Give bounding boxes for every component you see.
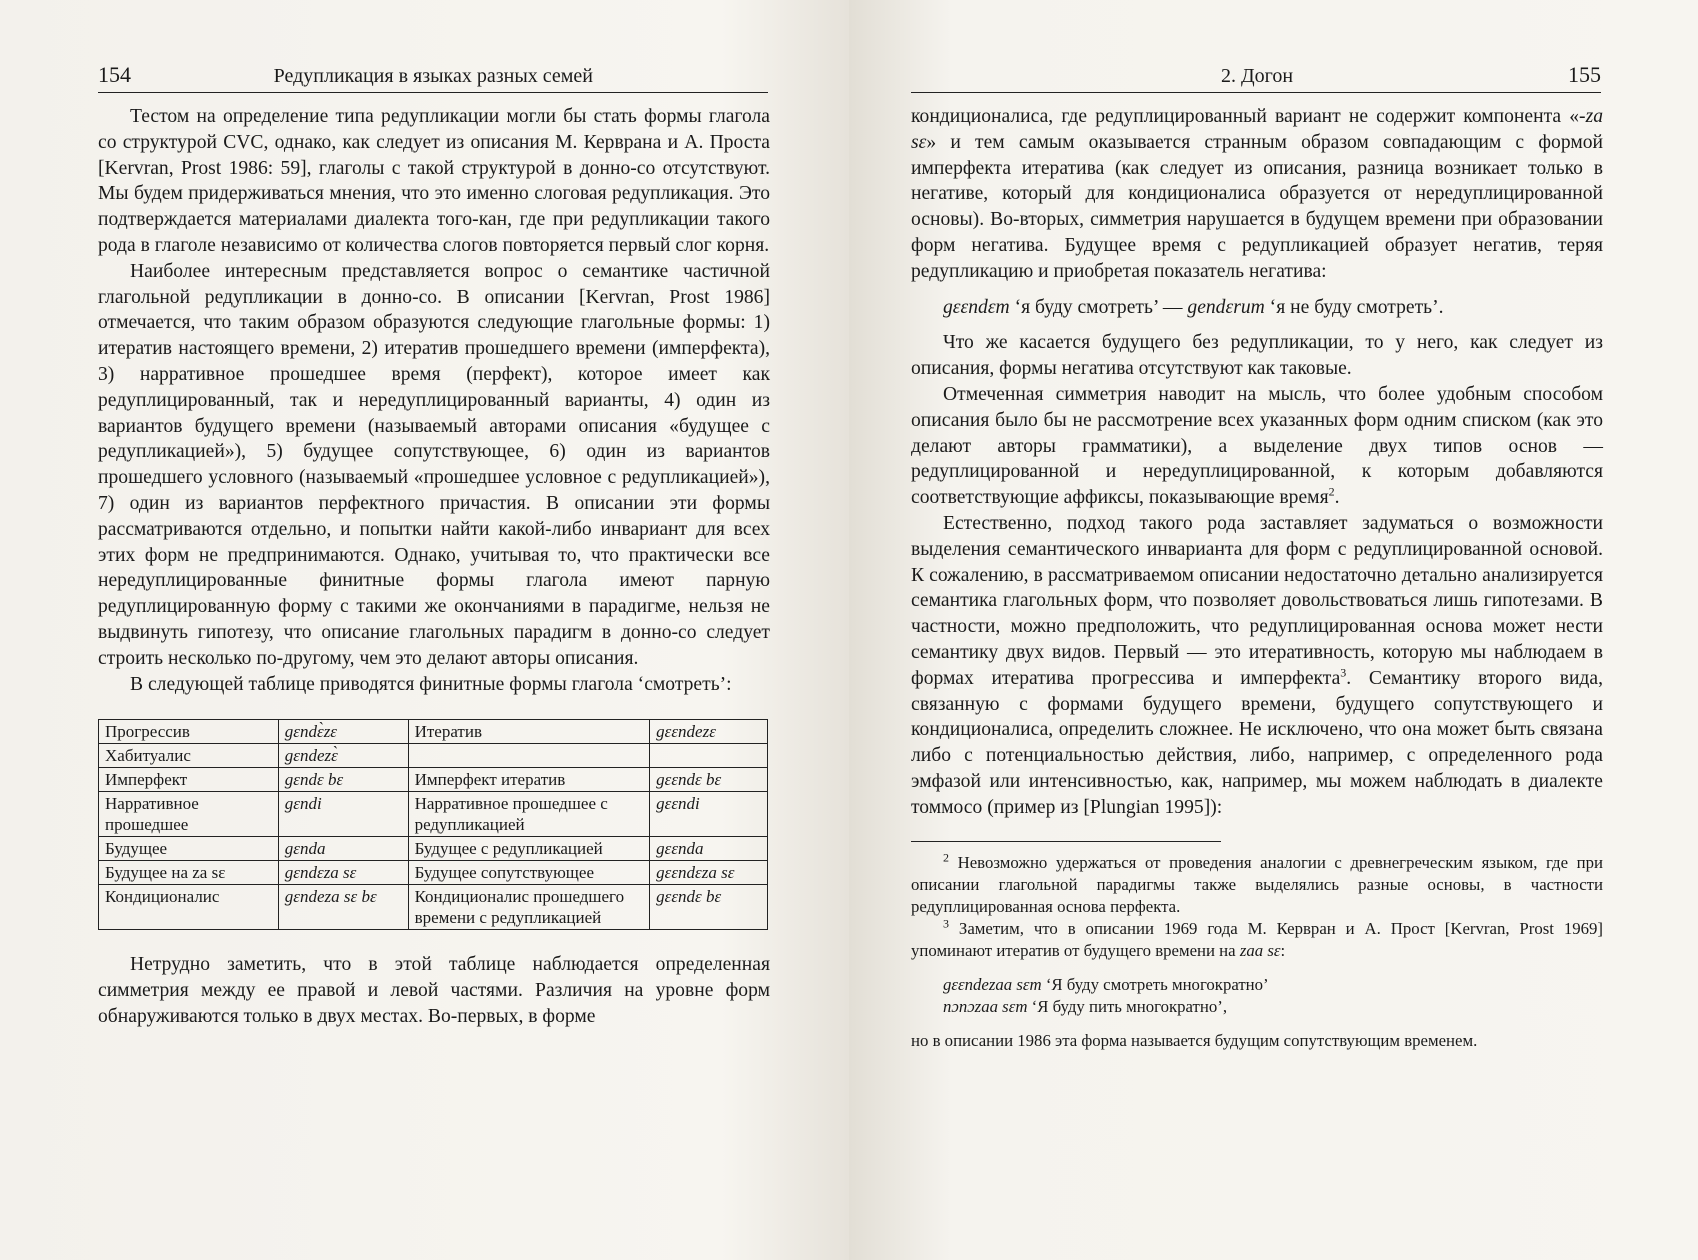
example-form: gendɛrum [1187,296,1265,318]
table-cell: gɛndɛza sɛ [278,861,408,885]
footnote-rule [911,841,1221,842]
footnote-continuation: но в описании 1986 эта форма называется будущим сопутствующим временем. [911,1030,1478,1050]
table-cell: Будущее [99,837,279,861]
text-run: Естественно, подход такого рода заставляет задуматься о возможности выделения семантического инварианта для форм с редуплицированной основой. К сожалению, в рассматриваемом описании недостаточно детально анализируется семантика глагольных форм, что позволяет довольствоваться лишь гипотезами. В частности, можно предположить, что редуплицированная основа может нести семантику двух видов. Первый — это итеративность, которую мы наблюдаем в формах итератива прогрессива и имперфекта [911,512,1603,689]
verb-forms-table [98,719,768,930]
footnote-ref[interactable]: 2 [1328,484,1335,499]
table-cell: gɛndezɛ̀ [278,744,408,768]
table-cell: gɛndeza sɛ bɛ [278,885,408,930]
table-cell: Имперфект итератив [408,768,650,792]
table-cell [650,744,768,768]
paragraph: Что же касается будущего без редупликации, то у него, как следует из описания, формы негатива отсутствуют как таковые. [911,332,1603,380]
page-number: 154 [98,62,131,87]
paragraph [911,104,1603,285]
text-run: : [1280,940,1286,960]
table-cell: gɛɛndɛza sɛ [650,861,768,885]
paragraph [911,382,1603,511]
example-form: nɔnɔzaa sɛm [943,996,1028,1016]
text-run: Невозможно удержаться от проведения аналогии с древнегреческим языком, где при описании глагольной парадигмы также выделялись разные основы, в частности редуплицированная основа перфекта. [911,852,1603,916]
table-cell: Кондиционалис прошедшего времени с редупликацией [408,885,650,930]
footnote-mark: 3 [943,915,949,930]
example [911,295,1603,321]
left-header [98,52,768,93]
table-cell: Итератив [408,720,650,744]
table-cell: gɛɛndi [650,792,768,837]
page-number: 155 [1568,62,1601,87]
table-row [99,885,768,930]
table-cell: gɛɛndezɛ [650,720,768,744]
table-row [99,861,768,885]
text-run: . [1334,487,1340,509]
table-cell: Будущее с редупликацией [408,837,650,861]
table-row [99,744,768,768]
table-cell: gɛɛndɛ bɛ [650,768,768,792]
left-body [98,104,770,1030]
example-gloss: ‘Я буду пить многократно’, [1027,996,1228,1016]
table-row [99,768,768,792]
text-run: » и тем самым оказывается странным образом совпадающим с формой имперфекта итератива (как следует из описания, разница возникает только в негативе, который для кондиционалиса образуется от нередуплицированной основы). Во-вторых, симметрия нарушается в будущем времени при образовании форм негатива. Будущее время с редупликацией образует негатив, теряя редупликацию и приобретая показатель негатива: [911,131,1603,282]
example-gloss: ‘я буду смотреть’ — [1009,296,1188,318]
table-cell: Имперфект [99,768,279,792]
footnote [911,849,1603,918]
text-run: -za sɛ [911,106,1603,153]
paragraph [911,511,1603,821]
footnote [911,915,1603,962]
footnote-ref[interactable]: 3 [1340,665,1347,680]
table-cell: Прогрессив [99,720,279,744]
table-cell: gɛndi [278,792,408,837]
text-run: кондиционалиса, где редуплицированный вариант не содержит компонента « [911,106,1580,127]
running-title: 2. Догон [1221,65,1294,87]
paragraph: В следующей таблице приводятся финитные формы глагола ‘смотреть’: [130,673,732,695]
example-form: gɛɛndezaa sɛm [943,974,1042,994]
table-cell: gɛɛnda [650,837,768,861]
paragraph: Нетрудно заметить, что в этой таблице наблюдается определенная симметрия между ее правой и левой частями. Различия на уровне форм обнаруживаются только в двух местах. Во-первых, в форме [98,954,770,1027]
table-cell: Нарративное прошедшее с редупликацией [408,792,650,837]
right-header [911,52,1601,93]
footnote-example [943,974,1603,996]
table-cell: gɛndɛ̀zɛ [278,720,408,744]
table-cell: Нарративное прошедшее [99,792,279,837]
text-run: Заметим, что в описании 1969 года М. Кервран и А. Прост [Kervran, Prost 1969] упоминают итератив от будущего времени на [911,918,1603,960]
paragraph: Наиболее интересным представляется вопрос о семантике частичной глагольной редупликации в донно-со. В описании [Kervran, Prost 1986] отмечается, что таким образом образуются следующие глагольные формы: 1) итератив настоящего времени, 2) итератив прошедшего времени (имперфекта), 3) нарративное прошедшее время (перфект), которое имеет как редуплицированный, так и нередуплицированный варианты, 4) один из вариантов будущего времени (называемый авторами описания «будущее с редупликацией»), 5) будущее сопутствующее, 6) один из вариантов прошедшего условного (называемый «прошедшее условное с редупликацией»), 7) один из вариантов перфектного причастия. В описании эти формы рассматриваются отдельно, и попытки найти какой-либо инвариант для всех этих форм не предпринимаются. Однако, учитывая то, что практически все нередуплицированные финитные формы глагола имеют парную редуплицированную форму с такими же окончаниями в парадигме, нельзя не выдвинуть гипотезу, что описание глагольных парадигм в донно-со следует строить несколько по-другому, чем это делают авторы описания. [98,260,770,669]
table-cell: Хабитуалис [99,744,279,768]
table-cell: gɛnda [278,837,408,861]
example-gloss: ‘я не буду смотреть’. [1264,296,1444,318]
table-row [99,837,768,861]
running-title: Редупликация в языках разных семей [273,65,593,87]
footnote-mark: 2 [943,849,949,864]
example-gloss: ‘Я буду смотреть многократно’ [1041,974,1269,994]
example-form: gɛɛndɛm [943,296,1010,318]
table-cell: gɛɛndɛ bɛ [650,885,768,930]
paragraph: Тестом на определение типа редупликации могли бы стать формы глагола со структурой CVC, однако, как следует из описания М. Керврана и А. Проста [Kervran, Prost 1986: 59], глаголы с такой структурой в донно-со отсутствуют. Мы будем придерживаться мнения, что это именно слоговая редупликация. Это подтверждается материалами диалекта того-кан, где при редупликации такого рода в глаголе независимо от количества слогов повторяется первый слог корня. [98,106,770,256]
table-cell: Будущее на za sɛ [99,861,279,885]
right-body [911,104,1603,1052]
footnote-example [943,996,1603,1018]
table-row [99,720,768,744]
table-cell: Будущее сопутствующее [408,861,650,885]
text-run: . Семантику второго вида, связанную с формами будущего времени, будущего сопутствующего и кондиционалиса, определить сложнее. Не исключено, что она может быть связана либо с потенциальностью действия, либо, например, с определенного рода эмфазой или интенсивностью, как, например, мы можем наблюдать в диалекте томмосо (пример из [Plungian 1995]): [911,667,1603,818]
footnote-examples [943,974,1603,1018]
table-cell [408,744,650,768]
table-cell: gɛndɛ bɛ [278,768,408,792]
right-page [849,0,1698,1260]
text-run: zaa sɛ [1239,940,1281,960]
table-row [99,792,768,837]
table-cell: Кондиционалис [99,885,279,930]
text-run: Отмеченная симметрия наводит на мысль, что более удобным способом описания было бы не рассмотрение всех указанных форм одним списком (как это делают авторы грамматики), а выделение двух типов основ — редуплицированной и нередуплицированной, к которым добавляются соответствующие аффиксы, показывающие время [911,383,1603,509]
